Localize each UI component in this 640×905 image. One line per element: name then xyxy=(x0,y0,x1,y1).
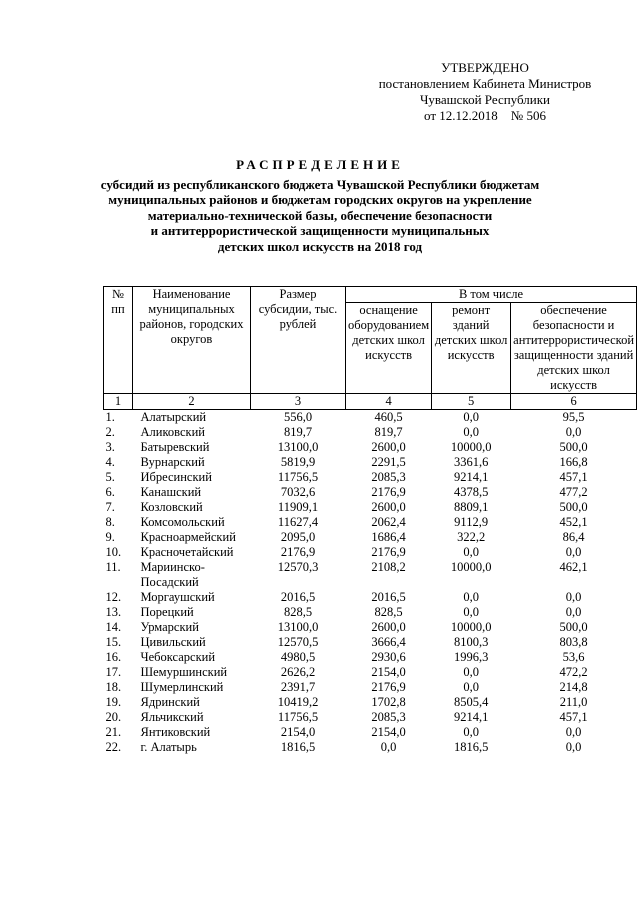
equipment-cell: 2016,5 xyxy=(371,590,406,604)
equipment-cell: 2600,0 xyxy=(371,620,406,634)
security-cell: 452,1 xyxy=(559,515,588,529)
approval-stamp xyxy=(360,60,610,124)
approval-line: от 12.12.2018 № 506 xyxy=(424,108,546,123)
title-line: материально-технической базы, обеспечение безопасности xyxy=(147,207,493,223)
district-name: Вурнарский xyxy=(140,455,205,469)
amount-cell: 1816,5 xyxy=(280,740,316,754)
table-row xyxy=(104,515,637,530)
row-number: 13. xyxy=(105,605,122,619)
title-line: муниципальных районов и бюджетам городских округов на укрепление xyxy=(108,192,532,207)
title-line: субсидий из республиканского бюджета Чувашской Республики бюджетам xyxy=(100,176,540,192)
repair-cell: 322,2 xyxy=(457,530,486,544)
amount-cell: 12570,3 xyxy=(277,560,319,574)
title-line: детских школ искусств на 2018 год xyxy=(217,238,423,254)
district-name: Чебоксарский xyxy=(140,650,216,664)
table-row xyxy=(104,470,637,485)
equipment-cell: 2930,6 xyxy=(371,650,406,664)
row-number: 19. xyxy=(105,695,122,709)
repair-cell: 0,0 xyxy=(463,410,479,424)
repair-cell: 1996,3 xyxy=(453,650,489,664)
security-cell: 0,0 xyxy=(565,425,582,439)
table-row xyxy=(104,650,637,665)
header-equipment: оснащение оборудованием детских школ искусств xyxy=(346,303,432,394)
repair-cell: 8100,3 xyxy=(453,635,489,649)
table-row xyxy=(104,695,637,710)
equipment-cell: 2085,3 xyxy=(371,470,406,484)
row-number: 18. xyxy=(105,680,122,694)
district-name: Канашский xyxy=(140,485,202,499)
district-name: Шемуршинский xyxy=(140,665,228,679)
amount-cell: 556,0 xyxy=(283,410,313,424)
equipment-cell: 2291,5 xyxy=(371,455,406,469)
table-row xyxy=(104,500,637,515)
equipment-cell: 1702,8 xyxy=(371,695,406,709)
security-cell: 0,0 xyxy=(565,740,582,754)
table-row xyxy=(104,425,637,440)
repair-cell: 8505,4 xyxy=(453,695,489,709)
repair-cell: 0,0 xyxy=(463,725,479,739)
row-number: 5. xyxy=(105,470,115,484)
header-amount: Размер субсидии, тыс. рублей xyxy=(251,287,346,394)
amount-cell: 10419,2 xyxy=(277,695,319,709)
district-name: Алатырский xyxy=(140,410,207,424)
table-row xyxy=(104,725,637,740)
security-cell: 0,0 xyxy=(565,545,582,559)
row-number: 3. xyxy=(105,440,115,454)
security-cell: 803,8 xyxy=(559,635,588,649)
amount-cell: 2626,2 xyxy=(280,665,316,679)
amount-cell: 11627,4 xyxy=(277,515,319,529)
equipment-cell: 2154,0 xyxy=(371,725,406,739)
repair-cell: 3361,6 xyxy=(453,455,489,469)
row-number: 7. xyxy=(105,500,115,514)
table-row xyxy=(104,560,637,590)
district-name: Козловский xyxy=(140,500,203,514)
table-row xyxy=(104,590,637,605)
approval-line: УТВЕРЖДЕНО xyxy=(441,60,529,75)
repair-cell: 0,0 xyxy=(463,665,479,679)
security-cell: 0,0 xyxy=(565,605,582,619)
row-number: 2. xyxy=(105,425,115,439)
row-number: 12. xyxy=(105,590,122,604)
row-number: 1. xyxy=(105,410,115,424)
repair-cell: 10000,0 xyxy=(450,440,492,454)
table-row xyxy=(104,620,637,635)
amount-cell: 2154,0 xyxy=(280,725,316,739)
equipment-cell: 460,5 xyxy=(374,410,403,424)
row-number: 6. xyxy=(105,485,115,499)
district-name: Мариинско-Посадский xyxy=(140,560,205,589)
equipment-cell: 2085,3 xyxy=(371,710,406,724)
row-number: 9. xyxy=(105,530,115,544)
approval-line: постановлением Кабинета Министров xyxy=(378,76,592,91)
title-line: и антитеррористической защищенности муниципальных xyxy=(150,223,490,238)
amount-cell: 828,5 xyxy=(283,605,313,619)
district-name: Ибресинский xyxy=(140,470,212,484)
table-row xyxy=(104,485,637,500)
security-cell: 500,0 xyxy=(559,620,588,634)
district-name: Комсомольский xyxy=(140,515,225,529)
security-cell: 211,0 xyxy=(559,695,588,709)
security-cell: 95,5 xyxy=(562,410,585,424)
table-row xyxy=(104,740,637,755)
district-name: Шумерлинский xyxy=(140,680,224,694)
security-cell: 0,0 xyxy=(565,590,582,604)
table-row xyxy=(104,605,637,620)
row-number: 15. xyxy=(105,635,122,649)
security-cell: 462,1 xyxy=(559,560,588,574)
row-number: 10. xyxy=(105,545,122,559)
security-cell: 457,1 xyxy=(559,710,588,724)
equipment-cell: 2176,9 xyxy=(371,545,406,559)
header-name: Наименование муниципальных районов, городских округов xyxy=(133,287,251,394)
security-cell: 0,0 xyxy=(565,725,582,739)
amount-cell: 2095,0 xyxy=(280,530,316,544)
repair-cell: 1816,5 xyxy=(453,740,489,754)
column-number: 2 xyxy=(133,394,251,410)
security-cell: 472,2 xyxy=(559,665,588,679)
row-number: 4. xyxy=(105,455,115,469)
district-name: Цивильский xyxy=(140,635,206,649)
repair-cell: 0,0 xyxy=(463,545,479,559)
repair-cell: 0,0 xyxy=(463,605,479,619)
equipment-cell: 2176,9 xyxy=(371,680,406,694)
repair-cell: 9214,1 xyxy=(453,710,489,724)
district-name: Порецкий xyxy=(140,605,194,619)
row-number: 16. xyxy=(105,650,122,664)
equipment-cell: 2062,4 xyxy=(371,515,406,529)
table-row xyxy=(104,710,637,725)
security-cell: 500,0 xyxy=(559,440,588,454)
amount-cell: 11909,1 xyxy=(277,500,319,514)
header-number: № пп xyxy=(104,287,133,394)
table-row xyxy=(104,680,637,695)
equipment-cell: 2154,0 xyxy=(371,665,406,679)
column-numbers-row xyxy=(104,394,637,410)
district-name: Ядринский xyxy=(140,695,200,709)
amount-cell: 819,7 xyxy=(283,425,313,439)
column-number: 1 xyxy=(104,394,133,410)
equipment-cell: 1686,4 xyxy=(371,530,406,544)
repair-cell: 4378,5 xyxy=(453,485,489,499)
amount-cell: 2391,7 xyxy=(280,680,316,694)
row-number: 8. xyxy=(105,515,115,529)
district-name: Яльчикский xyxy=(140,710,204,724)
district-name: Красночетайский xyxy=(140,545,234,559)
amount-cell: 7032,6 xyxy=(280,485,316,499)
amount-cell: 13100,0 xyxy=(277,440,319,454)
amount-cell: 2176,9 xyxy=(280,545,316,559)
table-row xyxy=(104,545,637,560)
security-cell: 86,4 xyxy=(562,530,585,544)
table-row xyxy=(104,635,637,650)
repair-cell: 9112,9 xyxy=(454,515,489,529)
header-including: В том числе xyxy=(346,287,637,303)
security-cell: 500,0 xyxy=(559,500,588,514)
district-name: Моргаушский xyxy=(140,590,215,604)
district-name: г. Алатырь xyxy=(140,740,197,754)
title-heading: РАСПРЕДЕЛЕНИЕ xyxy=(236,157,404,172)
document-title xyxy=(80,157,560,254)
amount-cell: 5819,9 xyxy=(280,455,316,469)
equipment-cell: 2108,2 xyxy=(371,560,406,574)
table-row xyxy=(104,530,637,545)
column-number: 3 xyxy=(251,394,346,410)
amount-cell: 11756,5 xyxy=(277,470,319,484)
amount-cell: 4980,5 xyxy=(280,650,316,664)
row-number: 11. xyxy=(105,560,121,574)
row-number: 21. xyxy=(105,725,122,739)
table-body xyxy=(104,410,637,756)
equipment-cell: 819,7 xyxy=(374,425,403,439)
repair-cell: 0,0 xyxy=(463,590,479,604)
equipment-cell: 2600,0 xyxy=(371,440,406,454)
header-repair: ремонт зданий детских школ искусств xyxy=(432,303,511,394)
row-number: 14. xyxy=(105,620,122,634)
amount-cell: 12570,5 xyxy=(277,635,319,649)
equipment-cell: 2600,0 xyxy=(371,500,406,514)
amount-cell: 2016,5 xyxy=(280,590,316,604)
approval-line: Чувашской Республики xyxy=(419,92,551,107)
security-cell: 477,2 xyxy=(559,485,588,499)
amount-cell: 13100,0 xyxy=(277,620,319,634)
table-row xyxy=(104,455,637,470)
table-row xyxy=(104,665,637,680)
repair-cell: 8809,1 xyxy=(453,500,489,514)
equipment-cell: 828,5 xyxy=(374,605,403,619)
district-name: Батыревский xyxy=(140,440,210,454)
subsidy-table xyxy=(103,286,637,755)
security-cell: 166,8 xyxy=(559,455,588,469)
amount-cell: 11756,5 xyxy=(277,710,319,724)
repair-cell: 0,0 xyxy=(463,680,479,694)
column-number: 5 xyxy=(432,394,511,410)
column-number: 4 xyxy=(346,394,432,410)
district-name: Аликовский xyxy=(140,425,205,439)
equipment-cell: 3666,4 xyxy=(371,635,406,649)
equipment-cell: 2176,9 xyxy=(371,485,406,499)
table-row xyxy=(104,410,637,426)
column-number: 6 xyxy=(511,394,637,410)
district-name: Урмарский xyxy=(140,620,199,634)
repair-cell: 10000,0 xyxy=(450,620,492,634)
header-security: обеспечение безопасности и антитеррористической защищенности зданий детских школ искусств xyxy=(511,303,637,394)
table-row xyxy=(104,440,637,455)
row-number: 20. xyxy=(105,710,122,724)
row-number: 17. xyxy=(105,665,122,679)
repair-cell: 9214,1 xyxy=(453,470,489,484)
repair-cell: 0,0 xyxy=(463,425,479,439)
security-cell: 53,6 xyxy=(562,650,585,664)
equipment-cell: 0,0 xyxy=(380,740,397,754)
repair-cell: 10000,0 xyxy=(450,560,492,574)
district-name: Янтиковский xyxy=(140,725,211,739)
row-number: 22. xyxy=(105,740,122,754)
security-cell: 214,8 xyxy=(559,680,588,694)
security-cell: 457,1 xyxy=(559,470,588,484)
district-name: Красноармейский xyxy=(140,530,236,544)
